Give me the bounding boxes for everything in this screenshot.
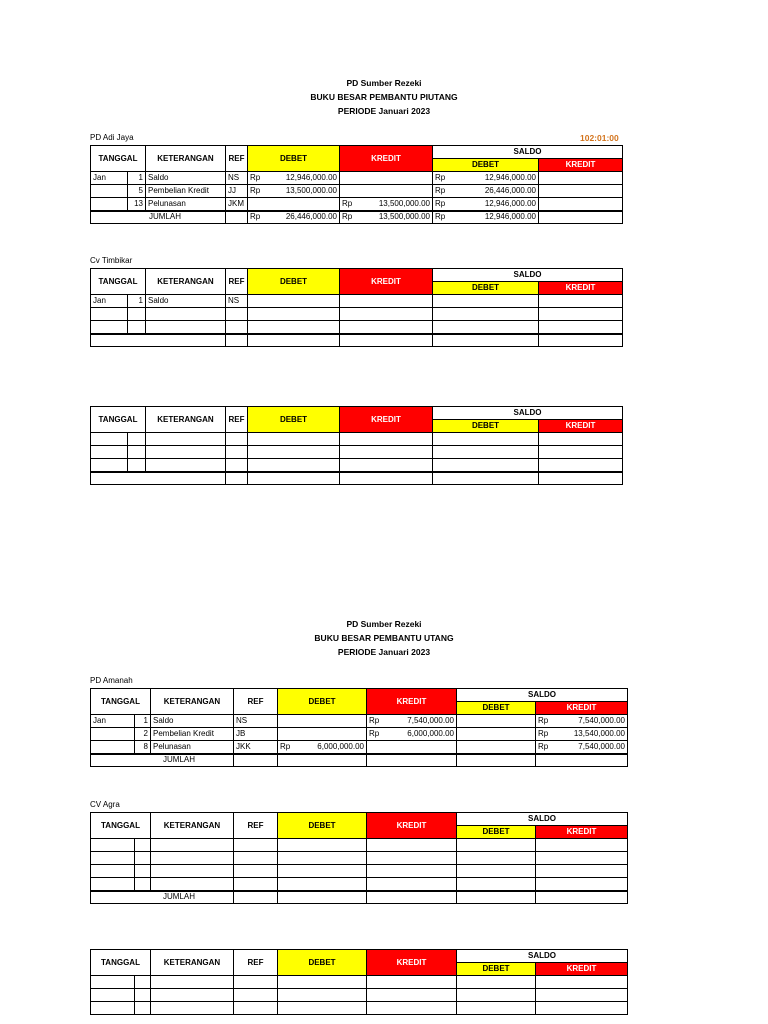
col-keterangan: KETERANGAN [146, 269, 226, 295]
utang-title: BUKU BESAR PEMBANTU UTANG [314, 633, 454, 643]
total-debet: Rp 26,446,000.00 [248, 211, 340, 224]
cell-kredit [367, 1002, 457, 1015]
utang-header [0, 617, 768, 659]
cell-month [91, 989, 135, 1002]
cell-keterangan [151, 839, 234, 852]
cell-keterangan [146, 321, 226, 334]
ledger-row [91, 865, 628, 878]
ledger-row [91, 172, 623, 185]
cell-day [128, 446, 146, 459]
cell-kredit [367, 878, 457, 891]
cell-keterangan [146, 459, 226, 472]
cell-month [91, 741, 135, 754]
col-saldo-debet: DEBET [433, 159, 539, 172]
cell-saldo-debet [457, 852, 536, 865]
cell-debet [278, 715, 367, 728]
cell-ref [226, 446, 248, 459]
cell-day: 13 [128, 198, 146, 211]
cell-ref [234, 976, 278, 989]
cell-debet: Rp 6,000,000.00 [278, 741, 367, 754]
cell-debet [278, 976, 367, 989]
cell-day: 1 [128, 295, 146, 308]
cell-saldo-debet [457, 1002, 536, 1015]
col-debet: DEBET [278, 813, 367, 839]
cell-ref [234, 852, 278, 865]
col-saldo-kredit: KREDIT [536, 826, 628, 839]
col-saldo: SALDO [433, 146, 623, 159]
cell-debet [248, 308, 340, 321]
cell-ref [234, 989, 278, 1002]
cell-saldo-kredit [536, 852, 628, 865]
cell-saldo-kredit: Rp 7,540,000.00 [536, 715, 628, 728]
cell-month [91, 459, 128, 472]
cell-month [91, 308, 128, 321]
cell-month [91, 976, 135, 989]
cell-ref: NS [226, 172, 248, 185]
cell-day [128, 433, 146, 446]
cell-keterangan [151, 989, 234, 1002]
cell-debet [278, 728, 367, 741]
ledger-name-agra: CV Agra [90, 800, 120, 809]
cell-kredit [340, 185, 433, 198]
cell-kredit [340, 433, 433, 446]
cell-keterangan [146, 433, 226, 446]
cell-ref [234, 1002, 278, 1015]
cell-keterangan: Pembelian Kredit [151, 728, 234, 741]
cell-saldo-kredit [536, 865, 628, 878]
col-keterangan: KETERANGAN [146, 407, 226, 433]
cell-saldo-debet [457, 865, 536, 878]
ledger-row [91, 878, 628, 891]
col-kredit: KREDIT [367, 813, 457, 839]
col-tanggal: TANGGAL [91, 146, 146, 172]
cell-keterangan [151, 878, 234, 891]
col-kredit: KREDIT [367, 950, 457, 976]
ledger-name-amanah: PD Amanah [90, 676, 133, 685]
cell-month [91, 185, 128, 198]
col-kredit: KREDIT [367, 689, 457, 715]
cell-day [128, 308, 146, 321]
piutang-title: BUKU BESAR PEMBANTU PIUTANG [310, 92, 458, 102]
cell-day [135, 989, 151, 1002]
cell-day [128, 321, 146, 334]
cell-saldo-debet: Rp 12,946,000.00 [433, 198, 539, 211]
col-ref: REF [226, 407, 248, 433]
col-ref: REF [234, 689, 278, 715]
cell-ref: JKM [226, 198, 248, 211]
cell-kredit [367, 976, 457, 989]
cell-saldo-debet [433, 433, 539, 446]
cell-keterangan [146, 308, 226, 321]
cell-debet [278, 852, 367, 865]
cell-ref: JJ [226, 185, 248, 198]
utang-period: PERIODE Januari 2023 [337, 647, 431, 657]
cell-saldo-kredit [539, 446, 623, 459]
cell-saldo-debet [457, 989, 536, 1002]
cell-ref [234, 865, 278, 878]
col-saldo-kredit: KREDIT [539, 159, 623, 172]
ledger-row [91, 839, 628, 852]
cell-saldo-kredit: Rp 13,540,000.00 [536, 728, 628, 741]
cell-debet: Rp 12,946,000.00 [248, 172, 340, 185]
cell-keterangan [151, 865, 234, 878]
cell-day: 5 [128, 185, 146, 198]
ledger-row [91, 1002, 628, 1015]
piutang-header [0, 76, 768, 118]
col-kredit: KREDIT [340, 146, 433, 172]
cell-saldo-kredit [539, 198, 623, 211]
cell-saldo-kredit [539, 172, 623, 185]
cell-debet [278, 1002, 367, 1015]
cell-ref [226, 459, 248, 472]
ledger-row [91, 989, 628, 1002]
piutang-company: PD Sumber Rezeki [346, 78, 422, 88]
col-tanggal: TANGGAL [91, 813, 151, 839]
cell-saldo-debet: Rp 12,946,000.00 [433, 172, 539, 185]
cell-saldo-kredit [539, 321, 623, 334]
col-ref: REF [234, 813, 278, 839]
cell-day [135, 865, 151, 878]
col-ref: REF [234, 950, 278, 976]
cell-day [135, 976, 151, 989]
col-debet: DEBET [278, 950, 367, 976]
utang-company: PD Sumber Rezeki [346, 619, 422, 629]
cell-keterangan [151, 1002, 234, 1015]
cell-keterangan: Pelunasan [146, 198, 226, 211]
cell-day [135, 852, 151, 865]
account-code: 102:01:00 [580, 133, 619, 143]
col-tanggal: TANGGAL [91, 689, 151, 715]
cell-month: Jan [91, 172, 128, 185]
ledger-row [91, 741, 628, 754]
total-kredit: Rp 13,500,000.00 [340, 211, 433, 224]
cell-saldo-debet [457, 728, 536, 741]
col-keterangan: KETERANGAN [151, 950, 234, 976]
cell-saldo-kredit [539, 295, 623, 308]
cell-day: 1 [135, 715, 151, 728]
cell-ref: NS [226, 295, 248, 308]
total-row [91, 891, 628, 904]
col-saldo-debet: DEBET [457, 963, 536, 976]
cell-ref [234, 878, 278, 891]
cell-debet [248, 295, 340, 308]
cell-keterangan [146, 446, 226, 459]
cell-month [91, 1002, 135, 1015]
col-debet: DEBET [248, 146, 340, 172]
total-row [91, 211, 623, 224]
cell-ref [226, 321, 248, 334]
cell-month [91, 433, 128, 446]
col-saldo-debet: DEBET [457, 702, 536, 715]
col-tanggal: TANGGAL [91, 407, 146, 433]
ledger-row [91, 321, 623, 334]
cell-debet [248, 433, 340, 446]
ledger-row [91, 715, 628, 728]
col-saldo-debet: DEBET [433, 282, 539, 295]
cell-month [91, 839, 135, 852]
cell-saldo-debet [457, 839, 536, 852]
cell-ref: JB [234, 728, 278, 741]
ledger-row [91, 446, 623, 459]
cell-saldo-debet [457, 878, 536, 891]
total-row [91, 754, 628, 767]
ledger-row [91, 308, 623, 321]
total-row [91, 334, 623, 347]
cell-debet [248, 459, 340, 472]
col-tanggal: TANGGAL [91, 269, 146, 295]
ledger-row [91, 295, 623, 308]
col-tanggal: TANGGAL [91, 950, 151, 976]
cell-kredit [340, 295, 433, 308]
cell-saldo-debet [457, 741, 536, 754]
ledger-table-blank-piutang [90, 406, 623, 485]
col-debet: DEBET [278, 689, 367, 715]
cell-day [128, 459, 146, 472]
cell-month: Jan [91, 295, 128, 308]
cell-keterangan: Pembelian Kredit [146, 185, 226, 198]
cell-keterangan [151, 852, 234, 865]
cell-saldo-kredit [536, 878, 628, 891]
cell-saldo-debet [457, 976, 536, 989]
cell-debet [278, 839, 367, 852]
cell-month [91, 852, 135, 865]
col-kredit: KREDIT [340, 407, 433, 433]
ledger-table-agra [90, 812, 628, 904]
cell-ref [234, 839, 278, 852]
cell-saldo-debet [433, 459, 539, 472]
ledger-table-timbikar [90, 268, 623, 347]
col-ref: REF [226, 269, 248, 295]
ledger-name-timbikar: Cv Timbikar [90, 256, 133, 265]
ledger-row [91, 728, 628, 741]
cell-saldo-kredit [539, 433, 623, 446]
cell-kredit [367, 839, 457, 852]
ledger-row [91, 459, 623, 472]
cell-saldo-kredit [539, 459, 623, 472]
cell-debet: Rp 13,500,000.00 [248, 185, 340, 198]
cell-debet [278, 865, 367, 878]
cell-keterangan: Pelunasan [151, 741, 234, 754]
col-saldo: SALDO [433, 269, 623, 282]
cell-kredit [367, 865, 457, 878]
cell-debet [248, 321, 340, 334]
cell-keterangan: Saldo [146, 172, 226, 185]
cell-kredit [367, 852, 457, 865]
cell-ref: JKK [234, 741, 278, 754]
col-saldo: SALDO [457, 689, 628, 702]
col-ref: REF [226, 146, 248, 172]
piutang-period: PERIODE Januari 2023 [337, 106, 431, 116]
cell-day: 2 [135, 728, 151, 741]
total-saldo-debet: Rp 12,946,000.00 [433, 211, 539, 224]
cell-debet [278, 878, 367, 891]
col-saldo-debet: DEBET [433, 420, 539, 433]
ledger-row [91, 852, 628, 865]
cell-kredit: Rp 7,540,000.00 [367, 715, 457, 728]
cell-kredit: Rp 6,000,000.00 [367, 728, 457, 741]
col-saldo: SALDO [433, 407, 623, 420]
cell-day: 8 [135, 741, 151, 754]
col-debet: DEBET [248, 407, 340, 433]
cell-kredit: Rp 13,500,000.00 [340, 198, 433, 211]
total-saldo-kredit [539, 211, 623, 224]
cell-saldo-kredit [536, 976, 628, 989]
jumlah-label: JUMLAH [91, 891, 234, 904]
cell-saldo-debet: Rp 26,446,000.00 [433, 185, 539, 198]
cell-saldo-debet [433, 446, 539, 459]
cell-month [91, 446, 128, 459]
cell-saldo-debet [433, 308, 539, 321]
ledger-name-adi-jaya: PD Adi Jaya [90, 133, 134, 142]
cell-month [91, 198, 128, 211]
cell-ref: NS [234, 715, 278, 728]
ledger-table-blank-utang [90, 949, 628, 1015]
cell-debet [248, 446, 340, 459]
col-debet: DEBET [248, 269, 340, 295]
ledger-table-amanah [90, 688, 628, 767]
cell-saldo-kredit: Rp 7,540,000.00 [536, 741, 628, 754]
col-saldo-debet: DEBET [457, 826, 536, 839]
cell-keterangan [151, 976, 234, 989]
ledger-table-adi-jaya [90, 145, 623, 224]
col-keterangan: KETERANGAN [146, 146, 226, 172]
cell-ref [226, 433, 248, 446]
cell-saldo-debet [433, 321, 539, 334]
cell-kredit [340, 308, 433, 321]
cell-saldo-kredit [536, 1002, 628, 1015]
cell-kredit [367, 741, 457, 754]
cell-debet [278, 989, 367, 1002]
col-kredit: KREDIT [340, 269, 433, 295]
cell-month [91, 878, 135, 891]
cell-saldo-debet [457, 715, 536, 728]
jumlah-label: JUMLAH [91, 211, 226, 224]
cell-month [91, 865, 135, 878]
cell-day [135, 839, 151, 852]
col-saldo: SALDO [457, 813, 628, 826]
cell-day [135, 878, 151, 891]
cell-keterangan: Saldo [151, 715, 234, 728]
ledger-row [91, 976, 628, 989]
cell-day [135, 1002, 151, 1015]
cell-keterangan: Saldo [146, 295, 226, 308]
cell-day: 1 [128, 172, 146, 185]
cell-debet [248, 198, 340, 211]
col-saldo-kredit: KREDIT [539, 420, 623, 433]
jumlah-label: JUMLAH [91, 754, 234, 767]
col-saldo-kredit: KREDIT [536, 963, 628, 976]
cell-saldo-debet [433, 295, 539, 308]
col-keterangan: KETERANGAN [151, 813, 234, 839]
cell-saldo-kredit [536, 839, 628, 852]
col-saldo-kredit: KREDIT [539, 282, 623, 295]
cell-saldo-kredit [536, 989, 628, 1002]
cell-kredit [367, 989, 457, 1002]
col-keterangan: KETERANGAN [151, 689, 234, 715]
cell-kredit [340, 172, 433, 185]
ledger-row [91, 185, 623, 198]
ledger-row [91, 433, 623, 446]
cell-month [91, 321, 128, 334]
col-saldo: SALDO [457, 950, 628, 963]
cell-month: Jan [91, 715, 135, 728]
total-row [91, 472, 623, 485]
col-saldo-kredit: KREDIT [536, 702, 628, 715]
cell-saldo-kredit [539, 185, 623, 198]
cell-kredit [340, 446, 433, 459]
ledger-row [91, 198, 623, 211]
cell-month [91, 728, 135, 741]
cell-ref [226, 308, 248, 321]
cell-saldo-kredit [539, 308, 623, 321]
cell-kredit [340, 459, 433, 472]
cell-kredit [340, 321, 433, 334]
